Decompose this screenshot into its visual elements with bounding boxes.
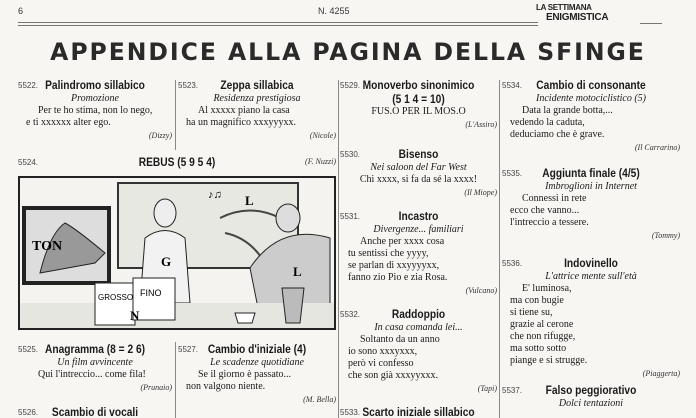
- entry-number: 5530.: [340, 150, 361, 159]
- entry-number: 5526.: [18, 408, 39, 417]
- entry-line: fanno zio Pio e zia Rosa.: [348, 272, 448, 283]
- entry-line: Soltanto da un anno: [360, 334, 440, 345]
- coffee-cup-icon: [235, 313, 255, 323]
- entry-line: però vi confesso: [348, 358, 414, 369]
- entry-title: Palindromo sillabico: [45, 78, 145, 92]
- entry-number: 5537.: [502, 386, 523, 395]
- entry-title: Scarto iniziale sillabico: [362, 405, 475, 418]
- entry-title: Monoverbo sinonimico: [362, 78, 475, 92]
- entry-author: (L'Assiro): [465, 120, 497, 129]
- entry-line: ecco che vanno...: [510, 205, 580, 216]
- man-head: [154, 199, 176, 227]
- entry-subtitle: Un film avvincente: [57, 357, 133, 368]
- entry-title: Bisenso: [398, 147, 439, 161]
- page-number: 6: [18, 6, 24, 16]
- logo-line-2: ENIGMISTICA: [546, 12, 609, 23]
- entry-line: deduciamo che è grave.: [510, 129, 605, 140]
- entry-author: (Tapi): [477, 384, 497, 393]
- issue-number: N. 4255: [318, 6, 350, 16]
- puzzle-entry: [340, 78, 497, 131]
- entry-line: Per te ho stima, non lo nego,: [38, 105, 153, 116]
- entry-line: ma sotto sotto: [510, 343, 567, 354]
- entry-author: (Piaggerta): [642, 369, 680, 378]
- entry-title: Aggiunta finale (4/5): [542, 166, 640, 180]
- entry-subtitle: Le scadenze quotidiane: [210, 357, 304, 368]
- entry-line: Data la grande botta,...: [522, 105, 613, 116]
- entry-line: si tiene su,: [510, 307, 553, 318]
- entry-number: 5524.: [18, 158, 39, 167]
- entry-author: (M. Bella): [303, 395, 336, 404]
- logo-line-1: LA SETTIMANA: [536, 3, 592, 12]
- woman-head: [276, 204, 300, 232]
- entry-line: Chi xxxx, si fa da sé la xxxx!: [359, 174, 478, 185]
- puzzle-entry: [502, 383, 680, 410]
- entry-line: Al xxxxx piano la casa: [198, 105, 290, 116]
- box-label-fino: FINO: [140, 288, 162, 298]
- entry-author: (Tommy): [651, 231, 680, 240]
- entry-title: REBUS (5 9 5 4): [138, 155, 216, 169]
- entry-line: non valgono niente.: [186, 381, 266, 392]
- entry-subtitle: Nei saloon del Far West: [370, 162, 467, 173]
- column-divider: [175, 342, 176, 418]
- entry-line: E' luminosa,: [522, 283, 572, 294]
- rebus-illustration: [18, 176, 336, 330]
- rebus-drawing: [20, 178, 334, 328]
- entry-line: e ti xxxxxx alter ego.: [26, 117, 111, 128]
- entry-line: io sono xxxyxxx,: [348, 346, 418, 357]
- entry-subtitle: Divergenze... familiari: [373, 224, 464, 235]
- entry-subtitle: L'attrice mente sull'età: [545, 271, 637, 282]
- puzzle-entry: [340, 307, 497, 395]
- puzzle-entry: [340, 209, 497, 297]
- rebus-letters-ton: TON: [32, 239, 63, 254]
- puzzle-entry: [502, 256, 680, 380]
- entry-number: 5523.: [178, 81, 199, 90]
- entry-number: 5529.: [340, 81, 361, 90]
- entry-number: 5522.: [18, 81, 39, 90]
- entry-title: Zeppa sillabica: [220, 78, 294, 92]
- entry-line: Qui l'intreccio... come fila!: [38, 369, 146, 380]
- entry-line: FUS.O PER IL MOS.O: [371, 106, 466, 117]
- entry-title: Scambio di vocali: [51, 405, 139, 418]
- entry-line: se parlan di xxyyyyxx,: [348, 260, 440, 271]
- entry-line: che non rifugge,: [510, 331, 576, 342]
- entry-author: (Prunaio): [140, 383, 172, 392]
- puzzle-entry: [18, 78, 172, 142]
- entry-number: 5534.: [502, 81, 523, 90]
- music-notes-icon: ♪♫: [208, 189, 222, 201]
- entry-number: 5535.: [502, 169, 523, 178]
- entry-title: Cambio d'iniziale (4): [207, 342, 307, 356]
- entry-number: 5531.: [340, 212, 361, 221]
- header-rule: [640, 23, 662, 24]
- entry-line: piange e si strugge.: [510, 355, 588, 366]
- puzzle-entry: [18, 342, 172, 394]
- rebus-letter-woman: L: [293, 264, 302, 279]
- entry-title-2: (5 1 4 = 10): [392, 92, 445, 106]
- entry-line: che son già xxxyyxxx.: [348, 370, 438, 381]
- puzzle-entry: [502, 78, 680, 154]
- entry-line: l'intreccio a tessere.: [510, 217, 589, 228]
- rebus-header: [18, 155, 336, 169]
- page-title: APPENDICE ALLA PAGINA DELLA SFINGE: [50, 38, 646, 66]
- entry-line: ha un magnifico xxxyyyxx.: [186, 117, 296, 128]
- entry-line: Anche per xxxx cosa: [360, 236, 445, 247]
- entry-number: 5536.: [502, 259, 523, 268]
- entry-number: 5527.: [178, 345, 199, 354]
- entry-subtitle: Imbroglioni in Internet: [545, 181, 637, 192]
- puzzle-entry: [178, 342, 336, 406]
- entry-author: (Vulcano): [465, 286, 497, 295]
- moka-pot-icon: [282, 288, 304, 323]
- entry-subtitle: Promozione: [71, 93, 119, 104]
- entry-number: 5532.: [340, 310, 361, 319]
- entry-line: Connessi in rete: [522, 193, 587, 204]
- entry-author: (Nicole): [309, 131, 336, 140]
- entry-line: grazie al cerone: [510, 319, 574, 330]
- puzzle-entry: [18, 405, 172, 418]
- puzzle-entry: [178, 78, 336, 142]
- entry-title: Anagramma (8 = 2 6): [44, 342, 146, 356]
- magazine-logo: [536, 3, 608, 23]
- entry-line: tu sentissi che yyyy,: [348, 248, 429, 259]
- entry-author: (Il Miope): [464, 188, 497, 197]
- box-grosso: [95, 283, 135, 325]
- entry-subtitle: Residenza prestigiosa: [213, 93, 301, 104]
- entry-author: (Il Carrarino): [634, 143, 680, 152]
- entry-number: 5525.: [18, 345, 39, 354]
- entry-title: Incastro: [398, 209, 439, 223]
- rebus-letter-man: G: [161, 254, 172, 269]
- entry-number: 5533.: [340, 408, 361, 417]
- column-divider: [499, 80, 500, 418]
- rebus-letter-bird: L: [245, 193, 254, 208]
- header-rule: [18, 22, 538, 23]
- entry-title: Falso peggiorativo: [545, 383, 637, 397]
- entry-subtitle: Incidente motociclistico (5): [536, 93, 646, 104]
- puzzle-entry: [502, 166, 680, 242]
- entry-line: vedendo la caduta,: [510, 117, 585, 128]
- column-divider: [175, 80, 176, 150]
- box-label-grosso: GROSSO: [98, 293, 134, 302]
- entry-line: Se il giorno è passato...: [198, 369, 292, 380]
- entry-line: ma con bugie: [510, 295, 564, 306]
- column-divider: [338, 80, 339, 418]
- entry-subtitle: Dolci tentazioni: [558, 398, 624, 409]
- rebus-letter-boxes: N: [130, 308, 140, 323]
- puzzle-entry: [340, 405, 497, 418]
- entry-author: (F. Nuzzi): [305, 157, 336, 166]
- entry-title: Raddoppio: [391, 307, 446, 321]
- entry-subtitle: In casa comanda lei...: [374, 322, 463, 333]
- puzzle-entry: [340, 147, 497, 199]
- entry-title: Indovinello: [564, 256, 618, 270]
- entry-author: (Dizzy): [148, 131, 172, 140]
- entry-title: Cambio di consonante: [536, 78, 646, 92]
- header-rule: [18, 25, 538, 26]
